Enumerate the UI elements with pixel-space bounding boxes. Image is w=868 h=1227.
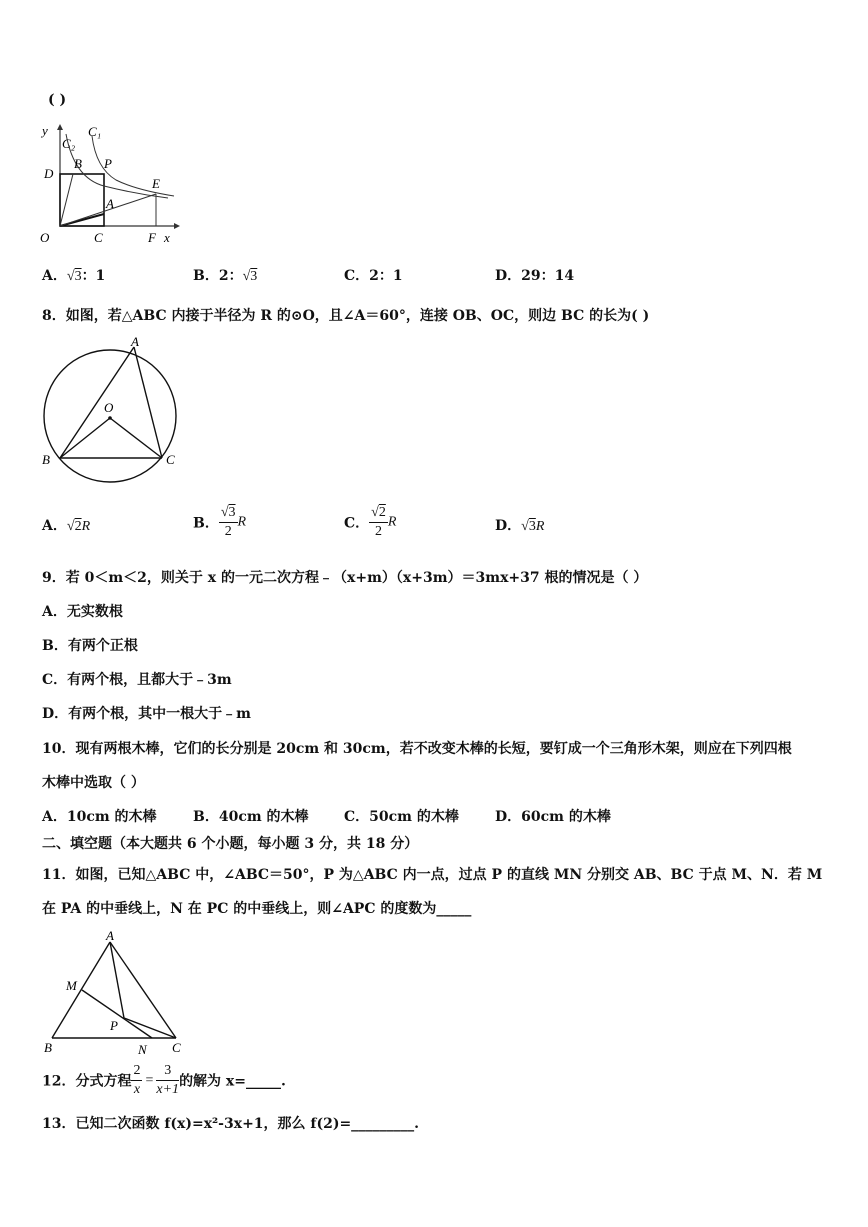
q7-option-d: D．29：14	[495, 268, 575, 284]
q7-label-o: O	[40, 230, 50, 245]
q7-option-c: C．2：1	[344, 268, 403, 284]
section-heading: 二、填空题（本大题共 6 个小题，每小题 3 分，共 18 分）	[42, 836, 419, 852]
q8-label-o: O	[104, 400, 114, 415]
q11-label-m: M	[66, 978, 77, 993]
q12-stem: 12．分式方程 $\frac{2}{x}$ = $\frac{3}{x+1}$ 的解为 x=_____.	[42, 1063, 286, 1097]
q8-option-b: B． $\frac{√3}{2}$ R	[193, 505, 247, 539]
q8-label-b: B	[42, 452, 50, 467]
q7-answer-paren: ( )	[48, 92, 67, 108]
q8-option-d: D．√3R	[495, 518, 545, 534]
q10-option-d: D．60cm 的木棒	[495, 809, 611, 825]
q10-stem-line1: 10．现有两根木棒，它们的长分别是 20cm 和 30cm，若不改变木棒的长短，要钉成一个三角形木架，则应在下列四根	[42, 741, 792, 757]
q7-option-b: B．2：√3	[193, 268, 258, 284]
q9-option-d: D．有两个根，其中一根大于﹣m	[42, 706, 251, 722]
q13-stem: 13．已知二次函数 f(x)=x²-3x+1，那么 f(2)=_________.	[42, 1116, 420, 1132]
q11-figure	[40, 928, 190, 1056]
q7-label-y: y	[42, 123, 48, 138]
q11-label-c: C	[172, 1040, 181, 1055]
q7-label-d: D	[44, 166, 54, 181]
q10-stem-line2: 木棒中选取（ ）	[42, 775, 145, 791]
q8-label-c: C	[166, 452, 175, 467]
q10-option-c: C．50cm 的木棒	[344, 809, 459, 825]
q8-label-a: A	[131, 334, 139, 349]
q8-option-a: A．√2R	[42, 518, 91, 534]
q11-label-p: P	[110, 1018, 118, 1033]
q7-label-e: E	[152, 176, 160, 191]
q9-option-a: A．无实数根	[42, 604, 123, 620]
q11-stem-line2: 在 PA 的中垂线上，N 在 PC 的中垂线上，则∠APC 的度数为_____	[42, 901, 472, 917]
q7-label-b: B	[74, 156, 82, 171]
q9-stem: 9．若 0＜m＜2，则关于 x 的一元二次方程﹣（x+m）（x+3m）＝3mx+37 根的情况是（ ）	[42, 570, 648, 586]
q10-option-b: B．40cm 的木棒	[193, 809, 309, 825]
q8-figure	[30, 334, 190, 484]
q9-option-c: C．有两个根，且都大于﹣3m	[42, 672, 232, 688]
q8-stem: 8．如图，若△ABC 内接于半径为 R 的⊙O，且∠A＝60°，连接 OB、OC，则边 BC 的长为( )	[42, 308, 650, 324]
q11-label-b: B	[44, 1040, 52, 1055]
q7-label-c2: C₂	[62, 136, 76, 151]
q7-label-x: x	[164, 230, 170, 245]
q7-label-p: P	[104, 156, 112, 171]
q7-label-f: F	[148, 230, 156, 245]
q10-option-a: A．10cm 的木棒	[42, 809, 157, 825]
q7-label-c1: C₁	[88, 124, 102, 139]
q7-figure	[36, 120, 181, 248]
q7-label-c: C	[94, 230, 103, 245]
q9-option-b: B．有两个正根	[42, 638, 138, 654]
q11-label-a: A	[106, 928, 114, 943]
q11-stem-line1: 11．如图，已知△ABC 中，∠ABC＝50°，P 为△ABC 内一点，过点 P 的直线 MN 分别交 AB、BC 于点 M、N．若 M	[42, 867, 823, 883]
q7-option-a: A．√3：1	[42, 268, 106, 284]
q11-label-n: N	[138, 1042, 147, 1056]
q8-option-c: C． $\frac{√2}{2}$ R	[344, 505, 397, 539]
q7-label-a: A	[106, 196, 114, 211]
